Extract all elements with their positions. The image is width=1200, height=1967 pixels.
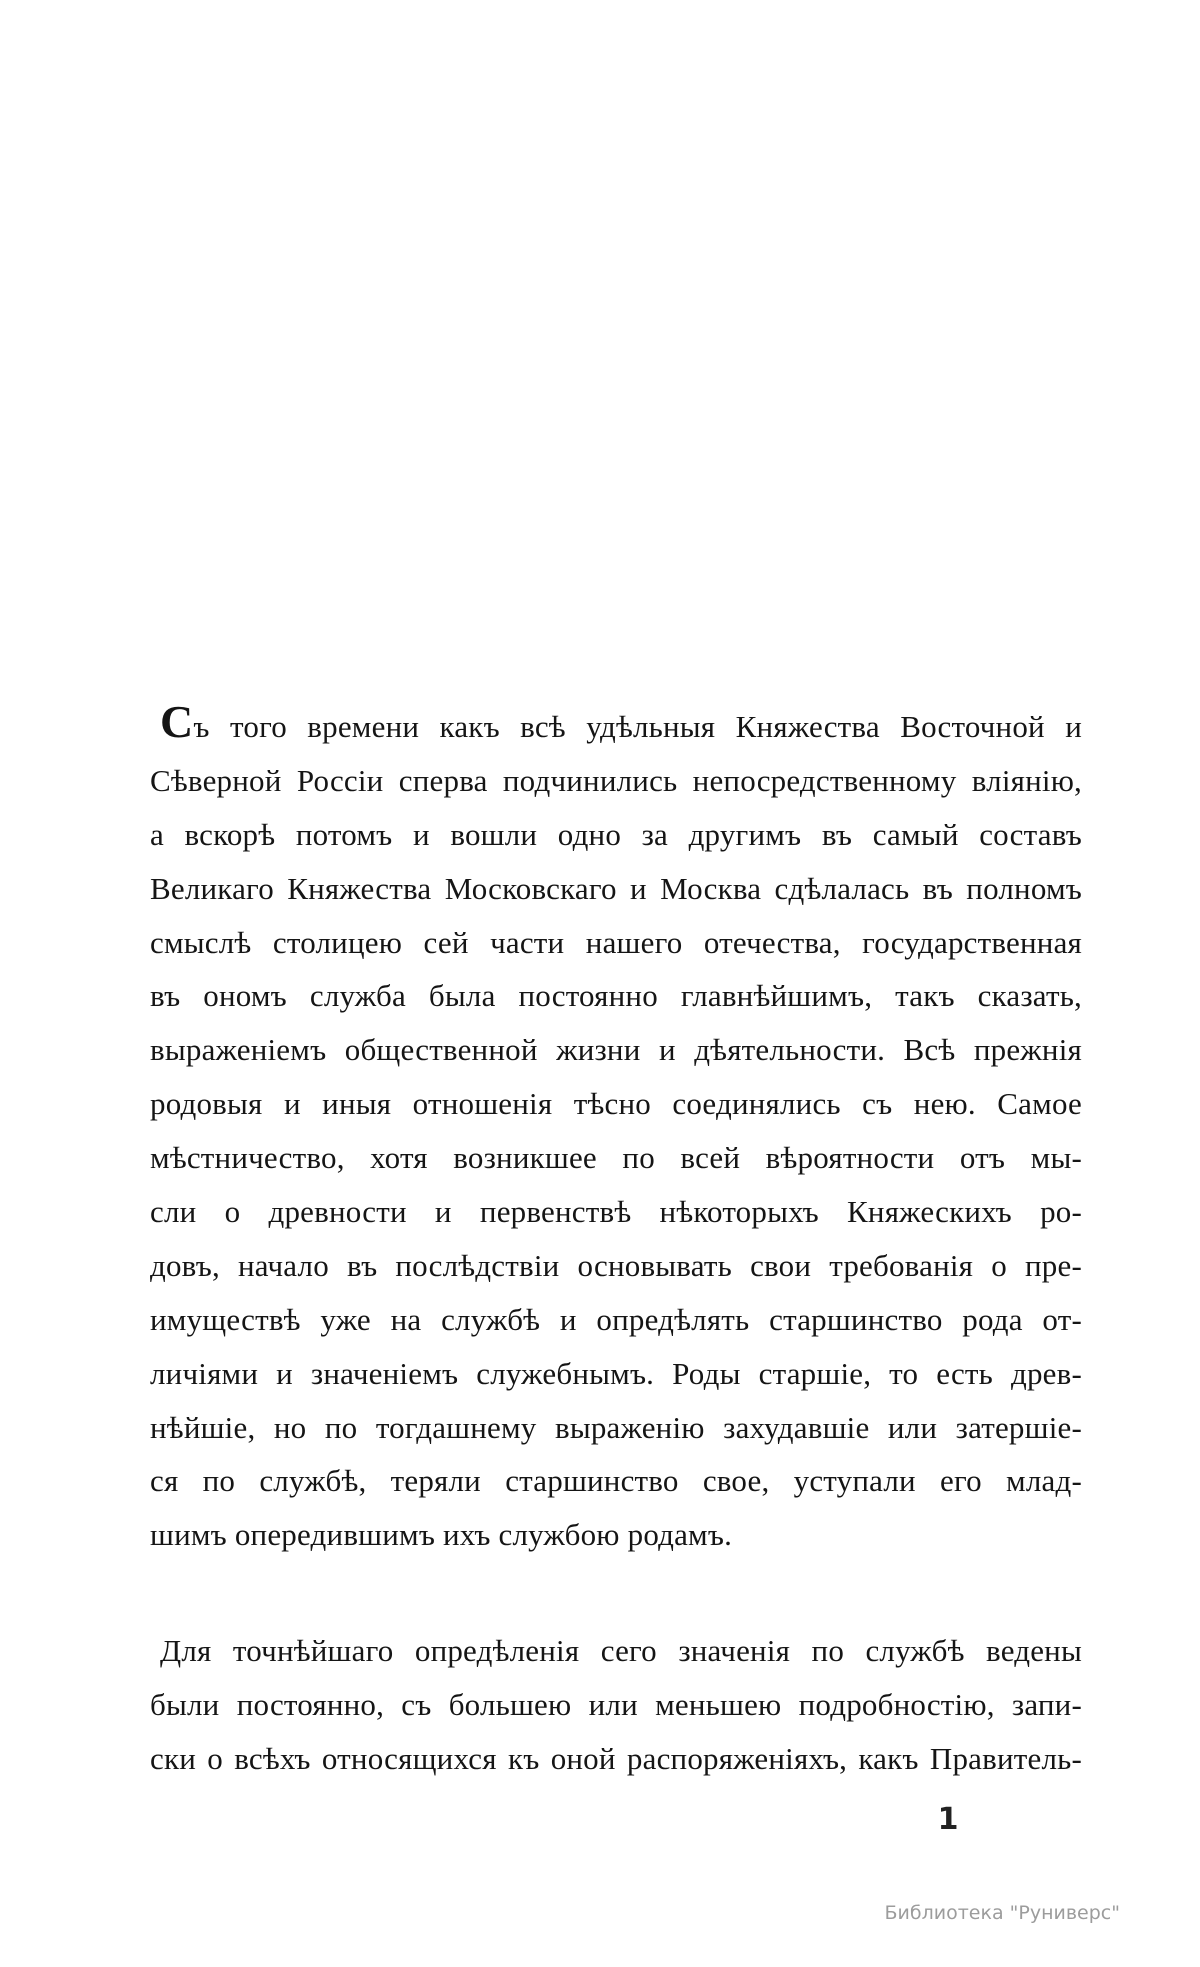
text-line (150, 696, 1082, 754)
text-line: имуществѣ уже на службѣ и опредѣлять старшинство рода от- (150, 1301, 1082, 1337)
text-line: смыслѣ столицею сей части нашего отечества, государственная (150, 924, 1082, 960)
text-line: Сѣверной Россіи сперва подчинились непосредственному вліянію, (150, 762, 1082, 798)
text-line: выраженіемъ общественной жизни и дѣятельности. Всѣ прежнія (150, 1032, 1082, 1068)
text-line: были постоянно, съ большею или меньшею подробностію, запи- (150, 1686, 1082, 1722)
drop-cap-letter: С (160, 696, 194, 747)
text-line: мѣстничество, хотя возникшее по всей вѣроятности отъ мы- (150, 1140, 1082, 1176)
text-line: нѣйшіе, но по тогдашнему выраженію захудавшіе или затершіе- (150, 1409, 1082, 1445)
text-line: сли о древности и первенствѣ нѣкоторыхъ Княжескихъ ро- (150, 1194, 1082, 1230)
text-line: Великаго Княжества Московскаго и Москва сдѣлалась въ полномъ (150, 870, 1082, 906)
text-line: а вскорѣ потомъ и вошли одно за другимъ въ самый составъ (150, 816, 1082, 852)
paragraph-2 (150, 1624, 1082, 1786)
text-line: родовыя и иныя отношенія тѣсно соединялись съ нею. Самое (150, 1086, 1082, 1122)
text-line: довъ, начало въ послѣдствіи основывать свои требованія о пре- (150, 1247, 1082, 1283)
text-line: Для точнѣйшаго опредѣленія сего значенія по службѣ ведены (160, 1633, 1082, 1668)
paragraph-1 (150, 696, 1082, 1562)
text-line: личіями и значеніемъ служебнымъ. Роды старшіе, то есть древ- (150, 1355, 1082, 1391)
text-line: ся по службѣ, теряли старшинство свое, уступали его млад- (150, 1463, 1082, 1499)
text-line: шимъ опередившимъ ихъ службою родамъ. (150, 1517, 733, 1553)
text-line: въ ономъ служба была постоянно главнѣйшимъ, такъ сказать, (150, 978, 1082, 1014)
library-watermark: Библиотека "Руниверс" (884, 1902, 1120, 1924)
text-line: ски о всѣхъ относящихся къ оной распоряженіяхъ, какъ Правитель- (150, 1740, 1082, 1776)
text-line-content: ъ того времени какъ всѣ удѣльныя Княжества Восточной и (193, 709, 1082, 744)
page-number: 1 (937, 1802, 959, 1837)
